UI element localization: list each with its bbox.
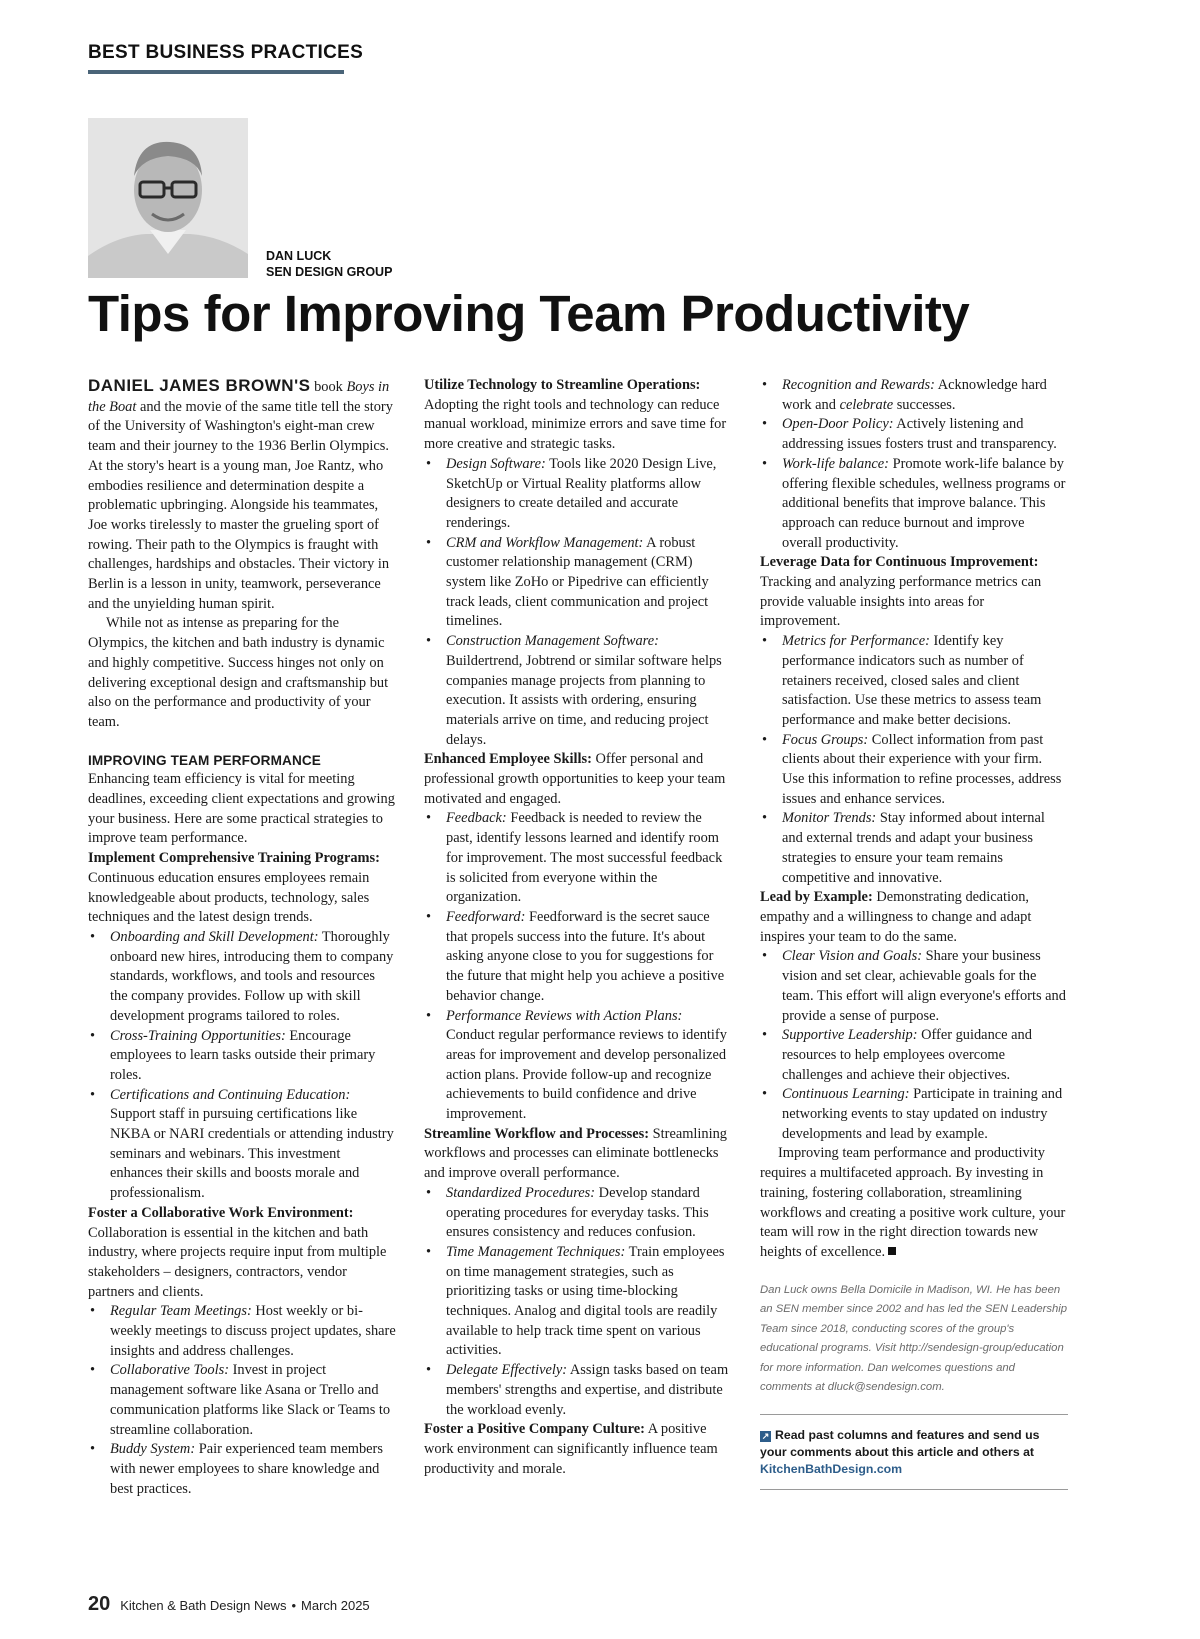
lead-text: and the movie of the same title tell the story of the University of Washington's eight-man crew team and their journey to the 1936 Berlin Olympics. At the story's heart is a young man, Joe Rantz, who embodies resilience and determination despite a problematic upbringing. Alongside his teammates, Joe works tirelessly to master the grueling sport of rowing. Their path to the Olympics is fraught with challenges, hardships and obstacles. Their victory in Berlin is a lesson in unity, teamwork, perseverance and the unyielding human spirit. [88,398,393,612]
bullet-icon: • [90,1086,96,1103]
lead-name: DANIEL JAMES BROWN'S [88,376,311,395]
bullet-icon: • [762,948,768,965]
list-item: • Feedback: Feedback is needed to review the past, identify lessons learned and identify room for improvement. The most successful feedback is solicited from everyone within the organization. [426,810,723,906]
author-name: DAN LUCK [266,249,332,263]
training-paragraph: Implement Comprehensive Training Programs: Continuous education ensures employees remain knowledgeable about products, technology, sales techniques and the latest design trends. [88,850,380,926]
bullet-icon: • [762,810,768,827]
bullet-icon: • [426,1007,432,1024]
article-column-2 [424,376,732,1479]
bullet-icon: • [90,928,96,945]
list-item: • Delegate Effectively: Assign tasks based on team members' strengths and expertise, and distribute the workload evenly. [426,1362,729,1418]
paragraph-heading: Utilize Technology to Streamline Operations: [424,377,701,393]
workflow-paragraph: Streamline Workflow and Processes: Streamlining workflows and processes can eliminate bottlenecks and improve overall performance. [424,1125,727,1182]
list-item: • Monitor Trends: Stay informed about internal and external trends and adapt your business strategies to ensure your team remains competitive and innovative. [762,810,1045,886]
publication-name: Kitchen & Bath Design News [120,1598,287,1613]
skills-list [424,809,732,1124]
list-item: • Design Software: Tools like 2020 Design Live, SketchUp or Virtual Reality platforms allow designers to create detailed and accurate renderings. [426,455,717,531]
workflow-list [424,1184,732,1420]
bullet-icon: • [90,1027,96,1044]
author-photo [88,118,248,278]
issue-date: March 2025 [301,1598,370,1613]
website-link[interactable]: KitchenBathDesign.com [760,1461,903,1476]
bullet-icon: • [762,731,768,748]
bullet-icon: • [426,534,432,551]
paragraph-heading: Implement Comprehensive Training Programs: [88,850,380,867]
bullet-icon: • [90,1441,96,1458]
list-item: • Standardized Procedures: Develop standard operating procedures for everyday tasks. This ensures consistency and reduces confusion. [426,1184,709,1241]
collaboration-list [88,1302,396,1499]
book-title: Boys in the Boat [88,379,390,415]
bullet-icon: • [426,908,432,925]
bullet-icon: • [90,1303,96,1320]
article-column-3 [760,376,1068,1490]
author-bio: Dan Luck owns Bella Domicile in Madison, WI. He has been an SEN member since 2002 and has led the SEN Leadership Team since 2018, conducting scores of the group's educational programs. Visit http://sendesign-group/education for more information. Dan welcomes questions and comments at dluck@sendesign.com. [760,1283,1068,1394]
author-organization: SEN DESIGN GROUP [266,265,393,279]
lead-paragraph [88,376,396,614]
culture-paragraph: Foster a Positive Company Culture: A positive work environment can significantly influence team productivity and morale. [424,1421,718,1477]
bullet-icon: • [426,1243,432,1260]
paragraph-heading: Foster a Positive Company Culture: [424,1421,645,1438]
cta-text: Read past columns and features and send us your comments about this article and others at [760,1427,1040,1459]
list-item: • Feedforward: Feedforward is the secret sauce that propels success into the future. It's about asking anyone close to you for suggestions for the future that might help you achieve a positive behavior change. [426,908,725,1004]
bullet-icon: • [762,455,768,472]
culture-list [760,376,1068,553]
bullet-icon: • [426,810,432,827]
training-list [88,928,396,1204]
list-item: • Buddy System: Pair experienced team members with newer employees to share knowledge and best practices. [90,1441,383,1497]
list-item: • Supportive Leadership: Offer guidance and resources to help employees overcome challenges and achieve their objectives. [762,1027,1032,1083]
author-byline [266,248,392,280]
leadership-list [760,947,1068,1144]
paragraph-heading: Enhanced Employee Skills: [424,751,592,768]
bullet-icon: • [426,633,432,650]
collaboration-paragraph: Foster a Collaborative Work Environment: Collaboration is essential in the kitchen and bath industry, where projects require input from multiple stakeholders – designers, contractors, vendor partners and clients. [88,1204,387,1300]
paragraph-heading: Foster a Collaborative Work Environment: [88,1204,354,1221]
list-item: • Open-Door Policy: Actively listening and addressing issues fosters trust and transparency. [762,416,1057,453]
list-item: • Cross-Training Opportunities: Encourage employees to learn tasks outside their primary roles. [90,1027,376,1083]
article-column-1 [88,376,396,1499]
list-item: • Collaborative Tools: Invest in project management software like Asana or Trello and communication platforms like Slack or Teams to streamline collaboration. [90,1362,391,1438]
bullet-icon: • [762,416,768,433]
list-item: • Continuous Learning: Participate in training and networking events to stay updated on industry developments and lead by example. [762,1086,1063,1142]
list-item: • Clear Vision and Goals: Share your business vision and set clear, achievable goals for the team. This effort will align everyone's efforts and provide a sense of purpose. [762,948,1066,1024]
list-item: • Onboarding and Skill Development: Thoroughly onboard new hires, introducing them to company standards, workflows, and tools and resources the company provides. Follow up with skill development programs tailored to roles. [90,928,394,1024]
technology-list [424,455,732,751]
footer-separator: • [291,1598,297,1613]
list-item: • Construction Management Software: Buildertrend, Jobtrend or similar software helps companies manage projects from planning to execution. It assists with ordering, ensuring materials arrive on time, and reducing project delays. [426,633,722,748]
bullet-icon: • [762,633,768,650]
bullet-icon: • [426,1362,432,1379]
external-link-icon: ↗ [761,1430,770,1441]
article-headline: Tips for Improving Team Productivity [88,285,970,342]
list-item: • Time Management Techniques: Train employees on time management strategies, such as prioritizing tasks or using time-blocking techniques. Analog and digital tools are readily available to help track time spent on various activities. [426,1243,725,1359]
bullet-icon: • [762,1086,768,1103]
leadership-paragraph: Lead by Example: Demonstrating dedication, empathy and a willingness to change and adapt inspires your team to do the same. [760,889,1032,945]
section-subhead: IMPROVING TEAM PERFORMANCE [88,752,321,768]
data-list [760,632,1068,888]
list-item: • Certifications and Continuing Education: Support staff in pursuing certifications like NKBA or NARI credentials or attending industry seminars and webinars. This investment enhances their skills and boosts morale and professionalism. [90,1086,394,1202]
body-paragraph: Enhancing team efficiency is vital for meeting deadlines, exceeding client expectations and growing your business. Here are some practical strategies to improve team performance. [88,771,395,847]
skills-paragraph: Enhanced Employee Skills: Offer personal and professional growth opportunities to keep your team motivated and engaged. [424,751,726,807]
body-paragraph: While not as intense as preparing for the Olympics, the kitchen and bath industry is dynamic and highly competitive. Success hinges not only on delivering exceptional design and craftsmanship but also on the performance and productivity of your team. [88,615,389,730]
lead-word: book [310,379,347,395]
bullet-icon: • [762,1027,768,1044]
closing-paragraph: Improving team performance and productivity requires a multifaceted approach. By investing in training, fostering collaboration, streamlining workflows and creating a positive work culture, your team will row in the right direction towards new heights of excellence. [760,1145,1066,1260]
page-footer [88,1593,370,1616]
paragraph-heading: Leverage Data for Continuous Improvement: [760,554,1039,571]
list-item: • Work-life balance: Promote work-life balance by offering flexible schedules, wellness programs or additional benefits that improve balance. This approach can reduce burnout and improve overall productivity. [762,455,1066,551]
section-divider [88,70,344,74]
list-item: • Performance Reviews with Action Plans: Conduct regular performance reviews to identify areas for improvement and develop personalized action plans. Provide follow-up and recognize achievements to build confidence and drive improvement. [426,1007,727,1123]
list-item: • Focus Groups: Collect information from past clients about their experience with your firm. Use this information to refine processes, address issues and enhance services. [762,731,1062,807]
bullet-icon: • [762,377,768,393]
list-item: • Metrics for Performance: Identify key performance indicators such as number of retainers received, closed sales and client satisfaction. Use these metrics to assess team performance and make better decisions. [762,633,1042,728]
bullet-icon: • [426,1184,432,1201]
bullet-icon: • [426,455,432,472]
bullet-icon: • [90,1362,96,1379]
list-item: • CRM and Workflow Management: A robust customer relationship management (CRM) system like ZoHo or Pipedrive can efficiently track leads, client communication and project timelines. [426,534,709,630]
technology-paragraph: Utilize Technology to Streamline Operations: Adopting the right tools and technology can reduce manual workload, minimize errors and save time for more creative and strategic tasks. [424,377,727,453]
cta-box [760,1414,1068,1490]
list-item: • Regular Team Meetings: Host weekly or bi-weekly meetings to discuss project updates, share insights and address challenges. [90,1303,396,1359]
list-item: • Recognition and Rewards: Acknowledge hard work and celebrate successes. [762,377,1047,413]
page-number: 20 [88,1593,111,1615]
paragraph-heading: Streamline Workflow and Processes: [424,1125,650,1142]
paragraph-heading: Lead by Example: [760,889,873,906]
end-mark-icon [888,1247,896,1255]
section-label: BEST BUSINESS PRACTICES [88,42,364,63]
data-paragraph: Leverage Data for Continuous Improvement: Tracking and analyzing performance metrics can provide valuable insights into areas for improvement. [760,554,1042,630]
